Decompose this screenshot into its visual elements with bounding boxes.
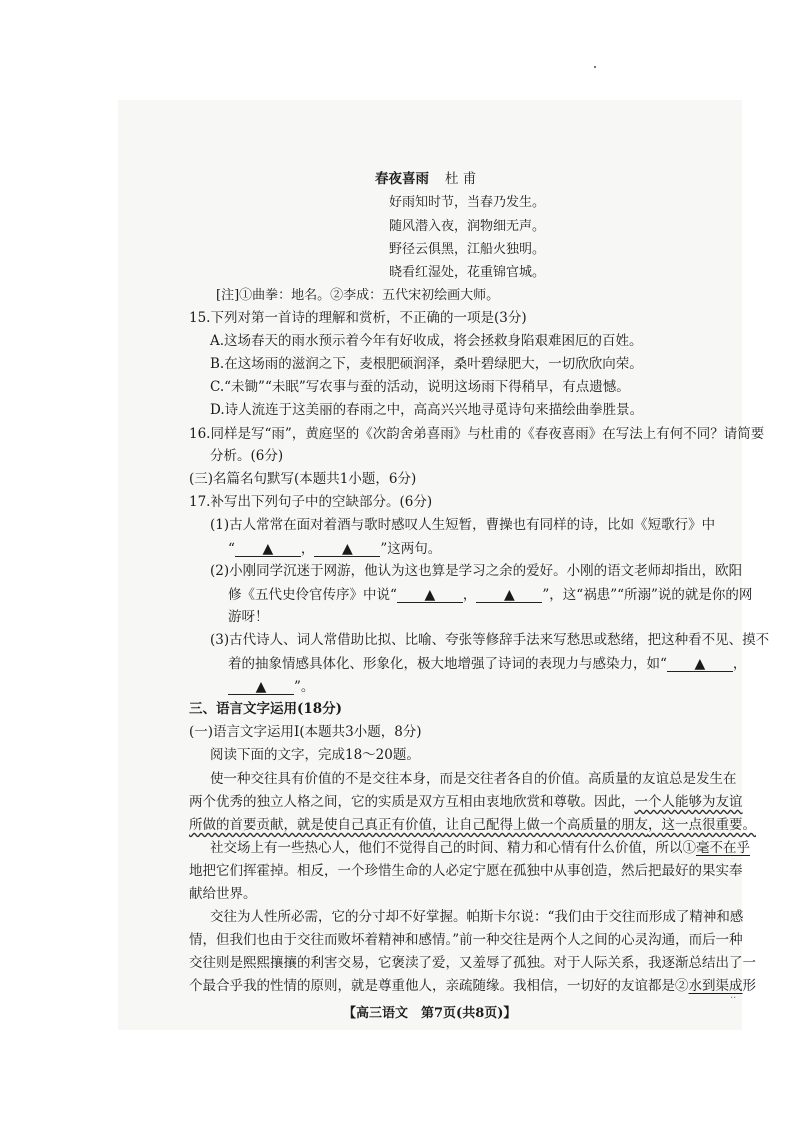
q15-option-b: B.在这场雨的滋润之下，麦根肥硕润泽，桑叶碧绿肥大，一切欣欣向荣。 [210,356,643,372]
q15-option-d: D.诗人流连于这美丽的春雨之中，高高兴兴地寻觅诗句来描绘曲拳胜景。 [210,402,644,418]
poem-line-2: 随风潜入夜，润物细无声。 [389,219,546,234]
passage-line: 交往则是熙熙攘攘的利害交易，它褒渎了爱，又羞辱了孤独。对于人际关系，我逐渐总结出了一 [189,955,756,971]
q15-option-c: C.“未锄”“未眠”写农事与蚕的活动，说明这场雨下得稍早，有点遗憾。 [210,379,630,395]
passage-line: 两个优秀的独立人格之间，它的实质是双方互相由衷地欣赏和尊敬。因此，一个人能够为友谊 [189,794,743,810]
passage-line: 社交场上有一些热心人，他们不觉得自己的时间、精力和心情有什么价值，所以①毫不在乎 [210,840,750,856]
page-footer: 【高三语文 第7页(共8页)】 [343,1006,517,1021]
q17-part1-blanks: “ ▲ ， ▲ ”这两句。 [228,541,442,557]
q17-part3-blank2: ▲ ”。 [228,680,314,695]
q15-stem: 15.下列对第一首诗的理解和赏析，不正确的一项是(3分) [189,310,527,326]
passage-line: 使一种交往具有价值的不是交往本身，而是交往者各自的价值。高质量的友谊总是发生在 [210,771,737,787]
part3-heading: 三、语言文字运用(18分) [189,701,343,717]
passage-line: 个最合乎我的性情的原则，就是尊重他人，亲疏随缘。我相信，一切好的友谊都是②水到渠成形 [189,978,756,994]
answer-blank[interactable]: ▲ [397,588,463,603]
underlined-phrase-2: 水到渠成 [688,978,743,994]
passage-line [189,819,756,833]
q15-option-a: A.这场春天的雨水预示着今年有好收成，将会拯救身陷艰难困厄的百姓。 [210,333,643,349]
q17-part2-blanks: 修《五代史伶官传序》中说“ ▲ ， ▲ ”，这“祸患”“所溺”说的就是你的网 [228,587,753,603]
passage-line: 情，但我们也由于交往而败坏着精神和感情。”前一种交往是两个人之间的心灵沟通，而后一种 [189,932,743,948]
answer-blank[interactable]: ▲ [228,680,294,695]
wavy-underlined-text: 一个人能够为友谊 [634,794,743,810]
part3-subheading: (一)语言文字运用Ⅰ(本题共3小题，8分) [189,724,422,740]
poem-title: 春夜喜雨 杜 甫 [375,171,477,187]
answer-blank[interactable]: ▲ [476,588,542,603]
passage-line: 献给世界。 [189,886,257,902]
q17-part2-cont: 游呀！ [228,609,269,625]
poem-line-4: 晓看红湿处，花重锦官城。 [389,265,546,280]
poem-line-1: 好雨知时节，当春乃发生。 [389,195,546,210]
wavy-underlined-text: 所做的首要贡献，就是使自己真正有价值，让自己配得上做一个高质量的朋友 [189,817,648,833]
scan-mark: ·· [730,993,737,1004]
q17-part3-blank1: 着的抽象情感具体化、形象化，极大地增强了诗词的表现力与感染力，如“ ▲ ， [228,656,747,672]
section-heading: (三)名篇名句默写(本题共1小题，6分) [189,471,417,487]
q17-part2: (2)小刚同学沉迷于网游，他认为这也算是学习之余的爱好。小刚的语文老师却指出，欧阳 [210,563,743,579]
underlined-phrase-1: 毫不在乎 [696,840,750,856]
q17-part3: (3)古代诗人、词人常借助比拟、比喻、夸张等修辞手法来写愁思或愁绪，把这种看不见、摸不 [210,632,770,648]
q16-stem-cont: 分析。(6分) [210,448,284,464]
q17-stem: 17.补写出下列句子中的空缺部分。(6分) [189,494,433,510]
q17-part1: (1)古人常常在面对着酒与歌时感叹人生短暂，曹操也有同样的诗，比如《短歌行》中 [210,517,716,533]
answer-blank[interactable]: ▲ [235,542,301,557]
answer-blank[interactable]: ▲ [667,657,733,672]
part3-instruction: 阅读下面的文字，完成18～20题。 [210,747,420,763]
wavy-underlined-text: ，这一点很重要。 [648,817,756,833]
passage-line: 交往为人性所必需，它的分寸却不好掌握。帕斯卡尔说：“我们由于交往而形成了精神和感 [210,909,744,925]
answer-blank[interactable]: ▲ [314,542,380,557]
q16-stem: 16.同样是写“雨”，黄庭坚的《次韵舍弟喜雨》与杜甫的《春夜喜雨》在写法上有何不同？请简要 [189,426,765,442]
scan-speck [594,66,596,68]
passage-line: 地把它们挥霍掉。相反，一个珍惜生命的人必定宁愿在孤独中从事创造，然后把最好的果实奉 [189,863,743,879]
poem-line-3: 野径云俱黑，江船火独明。 [389,242,546,257]
note: [注]①曲拳：地名。②李成：五代宋初绘画大师。 [216,288,500,303]
